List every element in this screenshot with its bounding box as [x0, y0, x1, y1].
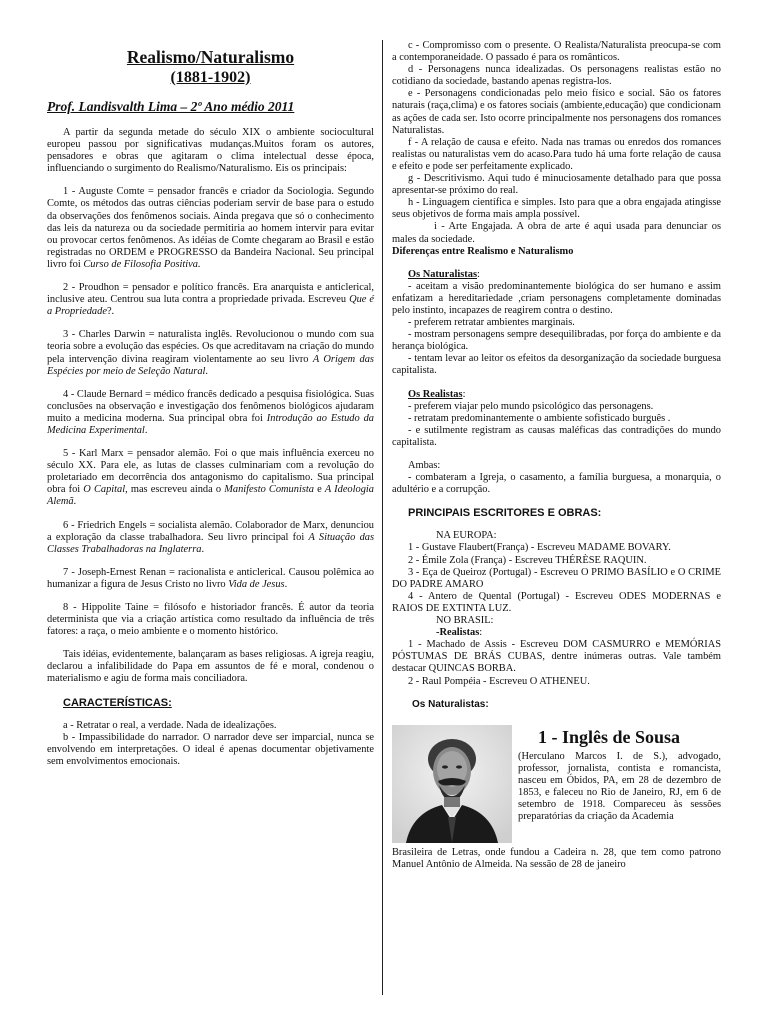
- paragraph-renan: 7 - Joseph-Ernest Renan = racionalista e anticlerical. Causou polêmica ao humanizar a figura de Jesus Cristo no livro Vida de Jesus.: [47, 566, 374, 590]
- realists-item: - preferem viajar pelo mundo psicológico das personagens.: [408, 400, 654, 412]
- left-column: [47, 40, 374, 768]
- biography-block: [392, 719, 721, 884]
- naturalists-heading: Os Naturalistas:: [408, 268, 480, 280]
- brazil-realists-heading: -Realistas:: [436, 627, 483, 639]
- portrait-image: [392, 725, 512, 843]
- europe-writer: 1 - Gustave Flaubert(França) - Escreveu MADAME BOVARY.: [408, 542, 671, 554]
- differences-heading: Diferenças entre Realismo e Naturalismo: [392, 245, 574, 257]
- paragraph-church: Tais idéias, evidentemente, balançaram as bases religiosas. A igreja reagiu, declarou a infalibilidade do Papa em assuntos de fé e moral, condenou o materialismo e agiu de forma mais conciliadora.: [47, 649, 374, 685]
- both-heading: Ambas:: [408, 460, 441, 471]
- page-title: Realismo/Naturalismo: [126, 47, 295, 67]
- europe-writer: 2 - Émile Zola (França) - Escreveu THÉRÈSE RAQUIN.: [408, 554, 647, 566]
- page-years: (1881-1902): [170, 69, 251, 86]
- intro-paragraph: A partir da segunda metade do século XIX o ambiente sociocultural europeu passou por significativas mudanças.Muitos foram os autores, pensadores e obras que agitaram o clima intelectual desse época, influenciando o surgimento do Realismo/Naturalismo. Eis os principais:: [47, 127, 374, 175]
- biography-text: (Herculano Marcos I. de S.), advogado, professor, jornalista, contista e romancista, nasceu em Óbidos, PA, em 28 de dezembro de 1853, e faleceu no Rio de Janeiro, RJ, em 6 de setembro de 1918. Compareceu às sessões preparatórias da criação da Academia: [518, 750, 721, 823]
- brazil-writer: 1 - Machado de Assis - Escreveu DOM CASMURRO e MEMÓRIAS PÓSTUMAS DE BRÁS CUBAS, dentre inúmeras outras. Vale também destacar QUINCAS BORBA.: [392, 639, 721, 675]
- paragraph-comte: 1 - Auguste Comte = pensador francês e criador da Sociologia. Segundo Comte, os métodos das outras ciências poderiam servir de base para o estudo da observações dos fenômenos sociais. Ainda pregava que só o conhecimento das leis da natureza ou da sociedade permitiria ao homem intervir para evitar ou provocar certos fenômenos. As idéias de Comte chegaram ao Brasil e estão registradas no ORDEM e PROGRESSO da Bandeira Nacional. Seu principal livro foi Curso de Filosofia Positiva.: [47, 186, 374, 270]
- paragraph-engels: 6 - Friedrich Engels = socialista alemão. Colaborador de Marx, denunciou a exploração da classe trabalhadora. Seu livro principal foi A Situação das Classes Trabalhadoras na Inglaterra.: [47, 519, 375, 555]
- writers-heading: PRINCIPAIS ESCRITORES E OBRAS:: [408, 507, 602, 520]
- realists-item: - e sutilmente registram as causas maléficas das contradições do mundo capitalista.: [392, 424, 721, 448]
- characteristic-b: b - Impassibilidade do narrador. O narrador deve ser imparcial, nunca se envolvendo em interpretações. O ideal é apenas documentar objetivamente sem envolvimentos emocionais.: [47, 731, 374, 767]
- characteristic-i: i - Arte Engajada. A obra de arte é aqui usada para denunciar os males da sociedade.: [392, 221, 721, 245]
- realists-item: - retratam predominantemente o ambiente sofisticado burguês .: [408, 412, 671, 424]
- characteristic-h: h - Linguagem científica e simples. Isto para que a obra engajada atingisse seus objetivos de forma mais ampla possível.: [392, 197, 721, 221]
- naturalists-item: - preferem retratar ambientes marginais.: [408, 317, 575, 329]
- right-column: [392, 40, 721, 884]
- naturalists-item: - tentam levar ao leitor os efeitos da desorganização da sociedade burguesa capitalista.: [392, 353, 721, 377]
- paragraph-marx: 5 - Karl Marx = pensador alemão. Foi o que mais influência exerceu no século XX. Para ele, as lutas de classes culminariam com a revolução do proletariado em decorrência dos antagonismo do capitalismo. Sua principal obra foi O Capital, mas escreveu ainda o Manifesto Comunista e A Ideologia Alemã.: [47, 448, 374, 508]
- characteristic-c: c - Compromisso com o presente. O Realista/Naturalista preocupa-se com a contemporaneidade. O passado é para os românticos.: [392, 40, 721, 64]
- biography-heading: 1 - Inglês de Sousa: [538, 726, 681, 747]
- paragraph-bernard: 4 - Claude Bernard = médico francês dedicado a pesquisa fisiológica. Suas conclusões na observação e investigação dos fenômenos biológicos ajudaram muito a medicina moderna. Sua principal obra foi Introdução ao Estudo da Medicina Experimental.: [47, 388, 374, 436]
- characteristic-d: d - Personagens nunca idealizadas. Os personagens realistas estão no cotidiano da sociedade, bastando apenas registra-los.: [392, 64, 721, 88]
- brazil-naturalists-heading: Os Naturalistas:: [412, 698, 489, 710]
- column-divider: [382, 40, 383, 995]
- characteristic-e: e - Personagens condicionadas pelo meio físico e social. São os fatores naturais (raça,clima) e os fatores sociais (ambiente,educação) que condicionam as ações de cada ser. Isto ocorre principalmente nos personagens dos romances Naturalistas.: [392, 88, 721, 136]
- paragraph-proudhon: 2 - Proudhon = pensador e político francês. Era anarquista e anticlerical, inclusive ateu. Centrou sua luta contra a propriedade privada. Escreveu Que é a Propriedade?.: [47, 282, 374, 318]
- europe-writer: 3 - Eça de Queiroz (Portugal) - Escreveu O PRIMO BASÍLIO e O CRIME DO PADRE AMARO: [392, 566, 721, 590]
- characteristic-f: f - A relação de causa e efeito. Nada nas tramas ou enredos dos romances realistas ou naturalistas vem do acaso.Para tudo há uma forte relação de causa e efeito e pode ser perfeitamente explicado.: [392, 136, 721, 172]
- characteristic-a: a - Retratar o real, a verdade. Nada de idealizações.: [63, 719, 277, 731]
- biography-text-continued: Brasileira de Letras, onde fundou a Cadeira n. 28, que tem como patrono Manuel Antônio de Almeida. Na sessão de 28 de janeiro: [392, 846, 721, 870]
- europe-writer: 4 - Antero de Quental (Portugal) - Escreveu ODES MODERNAS e RAIOS DE EXTINTA LUZ.: [392, 590, 721, 614]
- naturalists-item: - aceitam a visão predominantemente biológica do ser humano e assim enfatizam a hereditariedade ,criam personagens completamente dominadas pelo instinto, incapazes de reagirem contra o destino.: [392, 280, 721, 316]
- both-item: - combateram a Igreja, o casamento, a família burguesa, a monarquia, o adultério e a corrupção.: [392, 472, 721, 496]
- characteristic-g: g - Descritivismo. Aqui tudo é minuciosamente detalhado para que possa apresentar-se próximo do real.: [392, 173, 721, 197]
- paragraph-darwin: 3 - Charles Darwin = naturalista inglês. Revolucionou o mundo com sua teoria sobre a evolução das espécies. Os que acreditavam na criação do mundo pela intervenção divina reagiram violentamente ao seu livro A Origem das Espécies por meio de Seleção Natural.: [47, 329, 374, 377]
- naturalists-item: - mostram personagens sempre desequilibradas, por força do ambiente e da herança biológica.: [392, 329, 721, 353]
- paragraph-taine: 8 - Hippolite Taine = filósofo e historiador francês. É autor da teoria determinista que via a criação artística como resultado da influência de três fatores: a raça, o meio ambiente e o momento histórico.: [47, 602, 374, 638]
- brazil-heading: NO BRASIL:: [436, 615, 494, 627]
- europe-heading: NA EUROPA:: [436, 530, 497, 542]
- characteristics-heading: CARACTERÍSTICAS:: [63, 696, 172, 709]
- author-line: Prof. Landisvalth Lima – 2º Ano médio 2011: [47, 99, 295, 114]
- brazil-writer: 2 - Raul Pompéia - Escreveu O ATHENEU.: [408, 675, 590, 687]
- realists-heading: Os Realistas:: [408, 388, 466, 400]
